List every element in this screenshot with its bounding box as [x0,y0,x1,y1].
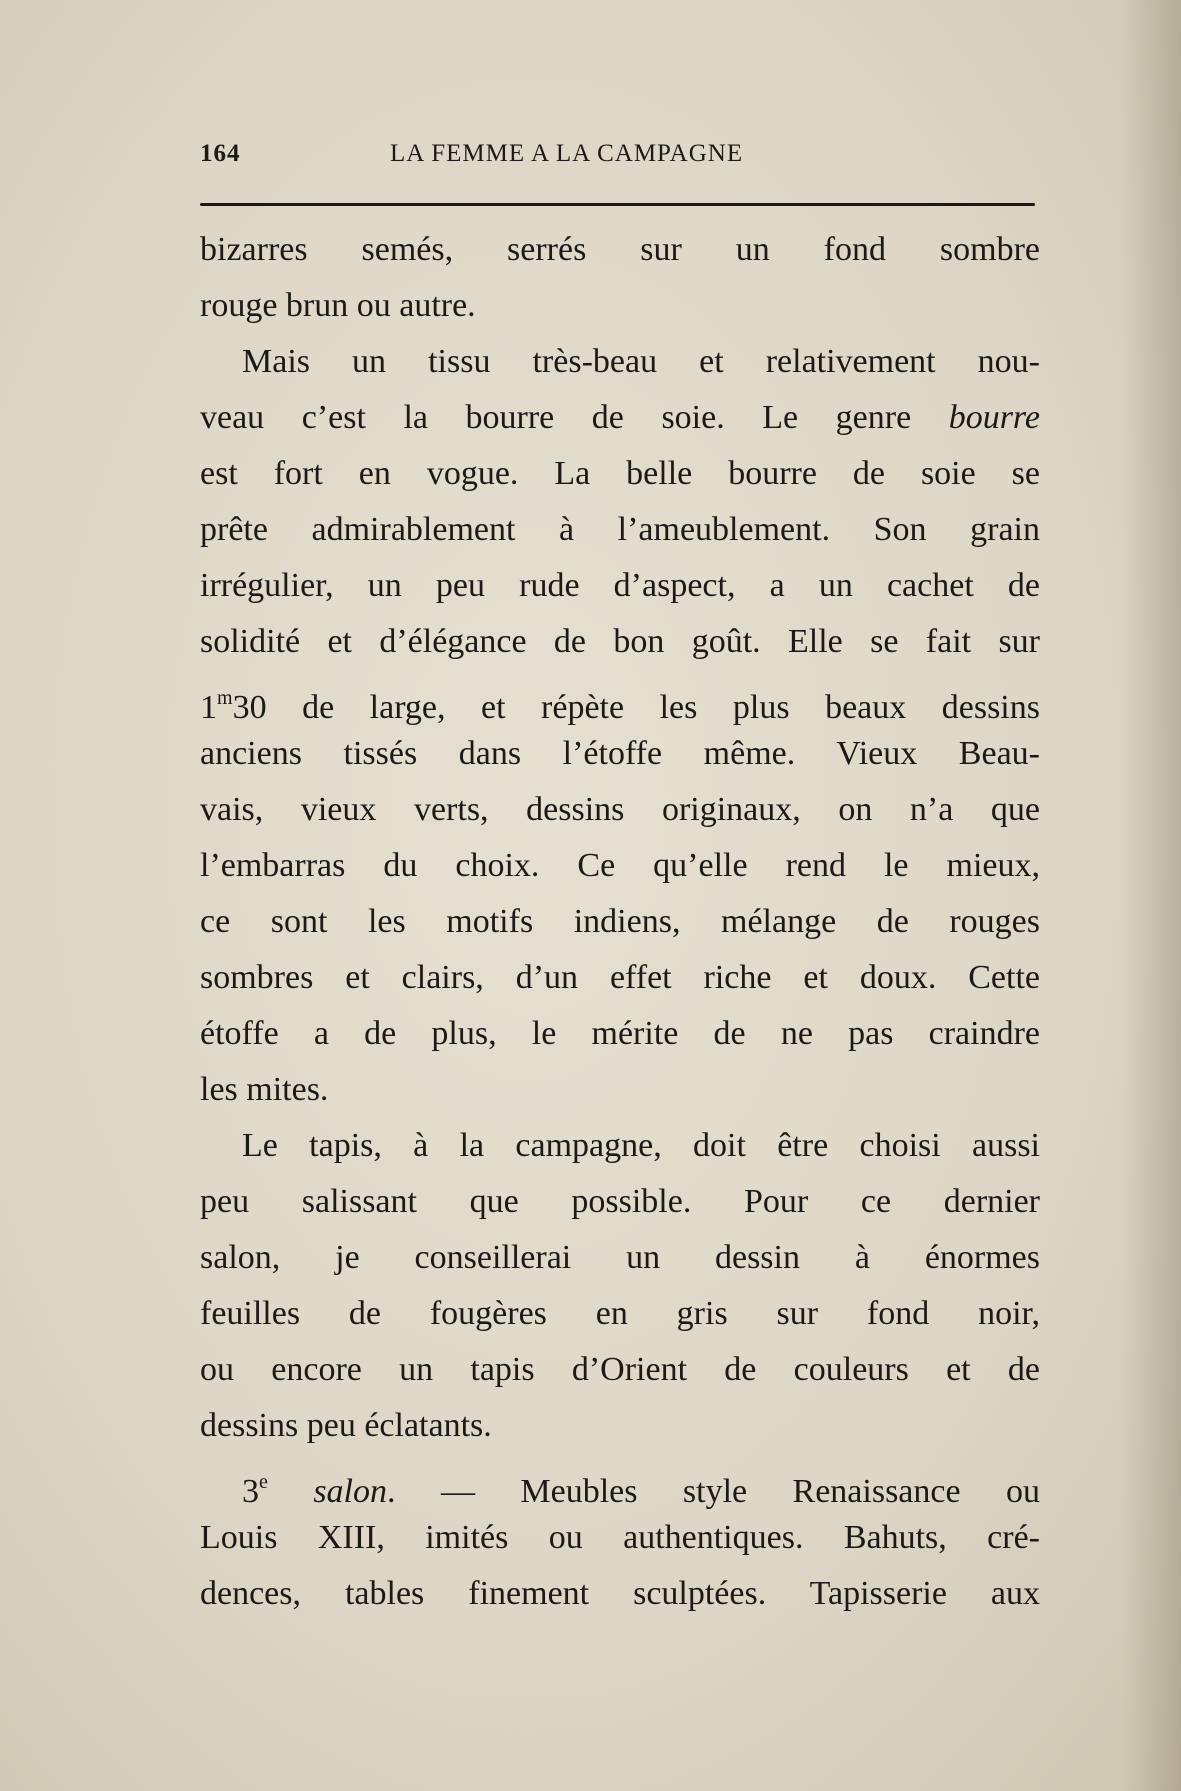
italic-text: salon [313,1473,388,1510]
text-line [200,1566,1040,1622]
text-segment: ou encore un tapis d’Orient de couleurs et de [200,1351,1040,1388]
text-segment: feuilles de fougères en gris sur fond noir, [200,1295,1040,1332]
text-segment: peu salissant que possible. Pour ce dernier [200,1183,1040,1220]
text-line [200,782,1040,838]
text-line [200,894,1040,950]
text-segment: dences, tables finement sculptées. Tapisserie aux [200,1575,1040,1612]
text-line [200,390,1040,446]
text-segment: Louis XIII, imités ou authentiques. Bahuts, cré- [200,1519,1040,1556]
text-segment: les mites. [200,1071,329,1108]
text-line [200,1118,1040,1174]
superscript-text: m [217,687,233,709]
text-line [200,446,1040,502]
text-segment: irrégulier, un peu rude d’aspect, a un cachet de [200,567,1040,604]
text-line [200,1510,1040,1566]
header-rule [200,203,1035,206]
text-line [200,222,1040,278]
text-line [200,1062,1040,1118]
text-segment: . — Meubles style Renaissance ou [387,1473,1040,1510]
text-segment: anciens tissés dans l’étoffe même. Vieux Beau- [200,735,1040,772]
text-line [200,334,1040,390]
superscript-text: e [259,1471,268,1493]
text-line [200,838,1040,894]
text-segment: veau c’est la bourre de soie. Le genre [200,399,949,436]
text-line [200,1174,1040,1230]
text-segment: est fort en vogue. La belle bourre de soie se [200,455,1040,492]
page-edge-shadow [1121,0,1181,1791]
text-segment: ce sont les motifs indiens, mélange de rouges [200,903,1040,940]
text-line [200,950,1040,1006]
text-line [200,614,1040,670]
text-segment: salon, je conseillerai un dessin à énormes [200,1239,1040,1276]
text-segment: sombres et clairs, d’un effet riche et doux. Cette [200,959,1040,996]
text-line [200,726,1040,782]
text-line [200,502,1040,558]
text-line [200,670,1040,726]
text-line [200,1006,1040,1062]
running-title: LA FEMME A LA CAMPAGNE [390,140,744,167]
text-line [200,1342,1040,1398]
text-segment: étoffe a de plus, le mérite de ne pas craindre [200,1015,1040,1052]
text-segment: solidité et d’élégance de bon goût. Elle se fait sur [200,623,1040,660]
text-segment: vais, vieux verts, dessins originaux, on n’a que [200,791,1040,828]
text-segment: l’embarras du choix. Ce qu’elle rend le mieux, [200,847,1040,884]
text-segment [268,1473,313,1510]
text-segment: 3 [242,1473,259,1510]
text-line [200,1286,1040,1342]
text-line [200,558,1040,614]
text-segment: bizarres semés, serrés sur un fond sombre [200,231,1040,268]
text-line [200,278,1040,334]
italic-text: bourre [948,399,1040,436]
text-segment: rouge brun ou autre. [200,287,476,324]
text-segment: 30 de large, et répète les plus beaux dessins [232,689,1040,726]
text-segment: dessins peu éclatants. [200,1407,492,1444]
page-number: 164 [200,140,241,167]
text-line [200,1454,1040,1510]
text-segment: prête admirablement à l’ameublement. Son grain [200,511,1040,548]
page-body-text [200,222,1040,1622]
text-segment: Mais un tissu très-beau et relativement nou- [242,343,1040,380]
text-segment: Le tapis, à la campagne, doit être choisi aussi [242,1127,1040,1164]
running-header [200,140,1035,180]
text-segment: 1 [200,689,217,726]
text-line [200,1398,1040,1454]
text-line [200,1230,1040,1286]
